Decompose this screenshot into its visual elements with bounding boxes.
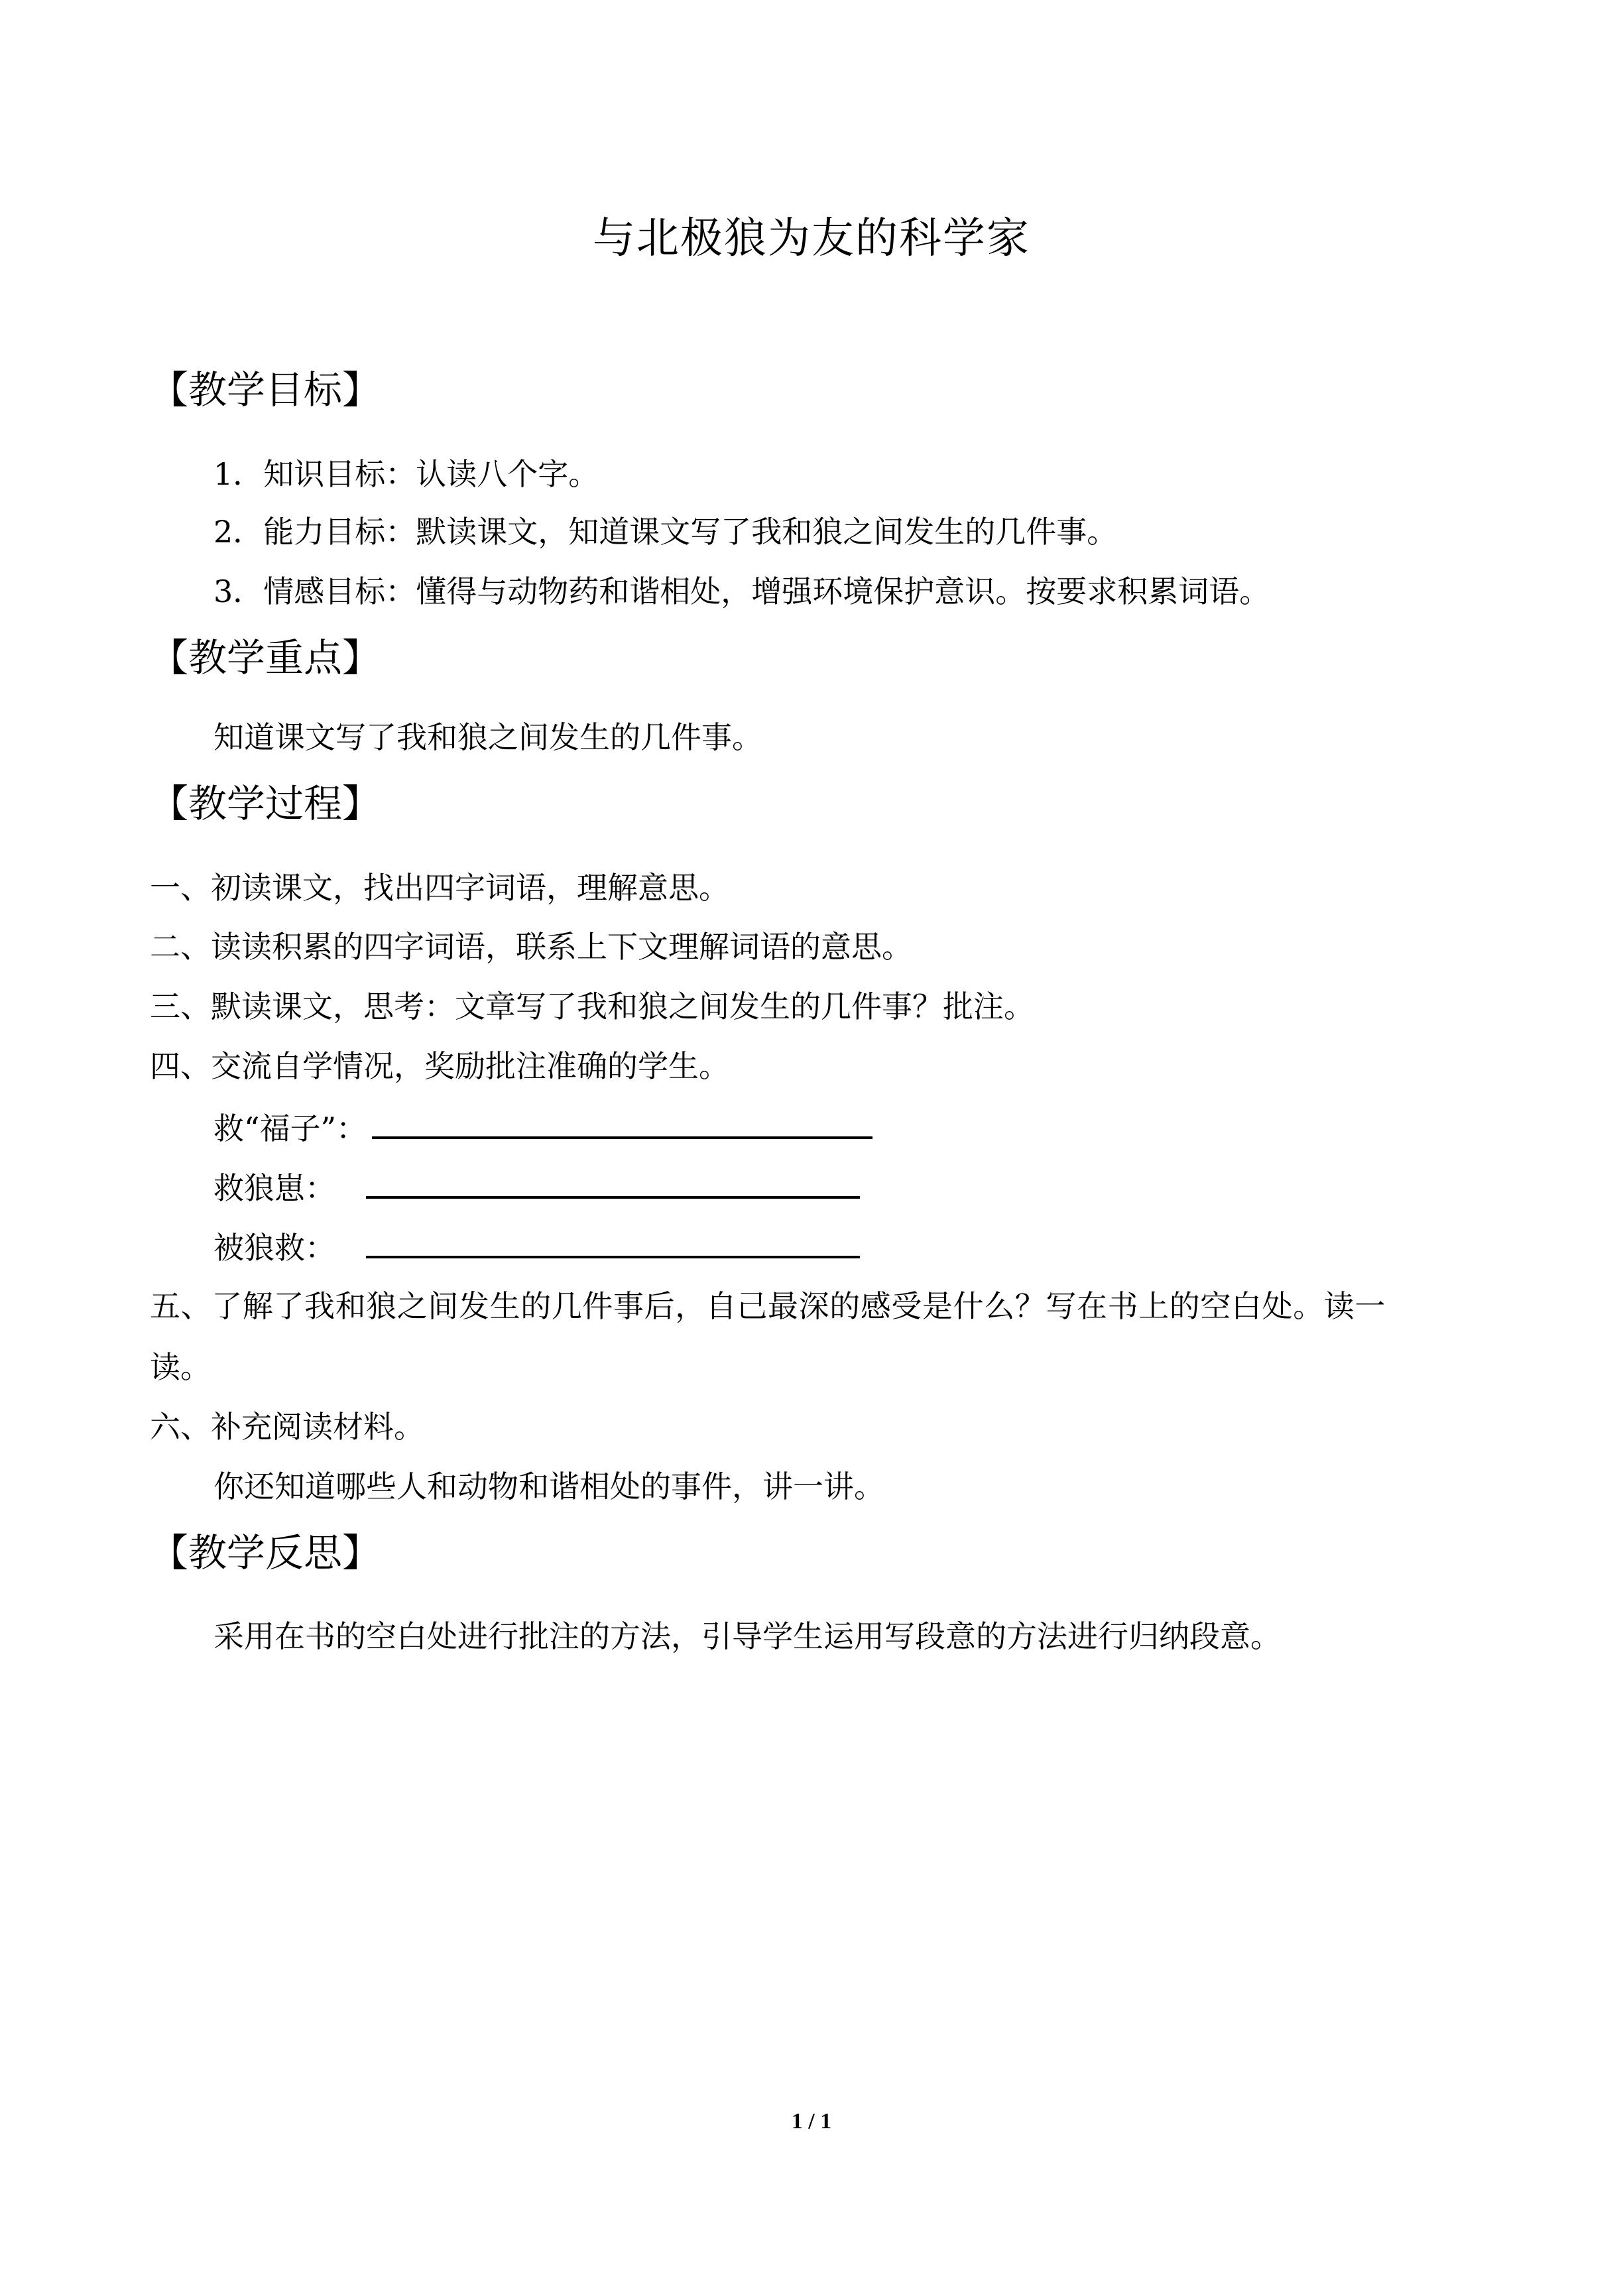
blank-row-1 — [213, 1107, 872, 1148]
objective-item-1: 1．知识目标：认读八个字。 — [213, 456, 599, 492]
document-title: 与北极狼为友的科学家 — [593, 214, 1030, 263]
fill-in-blank-3 — [366, 1227, 860, 1258]
blank-label-2: 救狼崽： — [213, 1170, 335, 1206]
page-number: 1 / 1 — [791, 2109, 832, 2134]
process-step-6-text: 你还知道哪些人和动物和谐相处的事件，讲一讲。 — [213, 1469, 884, 1504]
process-step-5-line-2: 读。 — [150, 1349, 211, 1385]
fill-in-blank-2 — [366, 1167, 860, 1199]
blank-label-1: 救“福子”： — [213, 1111, 367, 1146]
objectives-heading: 【教学目标】 — [150, 367, 381, 412]
process-step-3: 三、默读课文，思考：文章写了我和狼之间发生的几件事？批注。 — [150, 989, 1034, 1024]
objective-item-2: 2．能力目标：默读课文，知道课文写了我和狼之间发生的几件事。 — [213, 514, 1118, 550]
focus-text: 知道课文写了我和狼之间发生的几件事。 — [213, 719, 762, 755]
process-step-4: 四、交流自学情况，奖励批注准确的学生。 — [150, 1048, 729, 1084]
blank-row-3 — [213, 1227, 860, 1268]
focus-heading: 【教学重点】 — [150, 635, 381, 680]
blank-row-2 — [213, 1167, 860, 1208]
process-step-5-line-1: 五、了解了我和狼之间发生的几件事后，自己最深的感受是什么？写在书上的空白处。读一 — [150, 1288, 1386, 1324]
reflection-heading: 【教学反思】 — [150, 1530, 381, 1575]
process-step-6: 六、补充阅读材料。 — [150, 1409, 424, 1445]
objective-item-3: 3．情感目标：懂得与动物药和谐相处，增强环境保护意识。按要求积累词语。 — [213, 574, 1270, 609]
blank-label-3: 被狼救： — [213, 1230, 335, 1266]
process-step-1: 一、初读课文，找出四字词语，理解意思。 — [150, 870, 729, 906]
process-step-2: 二、读读积累的四字词语，联系上下文理解词语的意思。 — [150, 929, 912, 965]
reflection-text: 采用在书的空白处进行批注的方法，引导学生运用写段意的方法进行归纳段意。 — [213, 1618, 1281, 1654]
process-heading: 【教学过程】 — [150, 781, 381, 826]
fill-in-blank-1 — [372, 1107, 872, 1139]
